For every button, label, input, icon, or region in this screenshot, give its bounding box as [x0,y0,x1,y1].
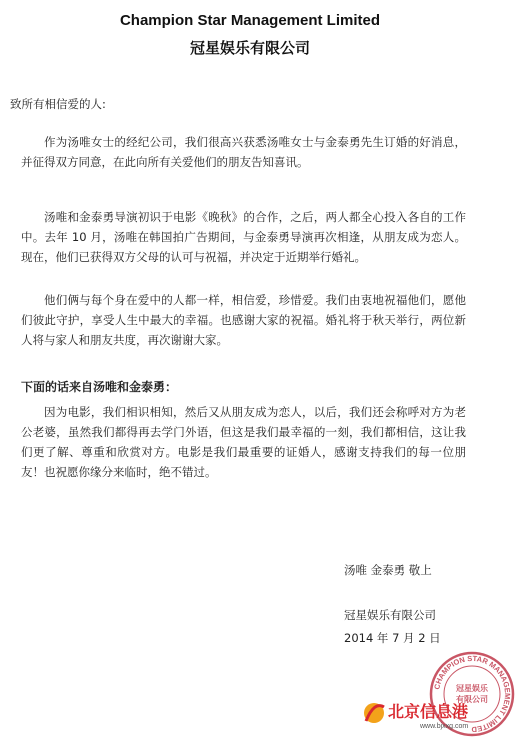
svg-text:www.bjxxg.com: www.bjxxg.com [420,723,469,730]
signature-names: 汤唯 金泰勇 敬上 [344,563,432,577]
letter-salutation: 致所有相信爱的人: [10,97,106,111]
company-name-english: Champion Star Management Limited [119,12,381,29]
company-name-chinese: 冠星娱乐有限公司 [189,39,310,57]
svg-text:冠星娱乐: 冠星娱乐 [456,684,488,693]
svg-text:北京信息港: 北京信息港 [388,702,469,721]
paragraph-relationship: 汤唯和金泰勇导演初识于电影《晚秋》的合作，之后，两人都全心投入各自的工作中。去年 10 月，汤唯在韩国拍广告期间，与金泰勇导演再次相逢，从朋友成为恋人。现在，他们已获得双方父母的认可与祝福，并决定于近期举行婚礼。 [21,210,466,264]
svg-text:CHAMPION STAR MANAGEMENT LIMIT: CHAMPION STAR MANAGEMENT LIMITED [432,653,513,735]
bjxxg-watermark-logo [360,693,510,733]
signature-company: 冠星娱乐有限公司 [344,608,436,622]
quote-heading: 下面的话来自汤唯和金泰勇： [21,380,178,394]
paragraph-announcement: 作为汤唯女士的经纪公司，我们很高兴获悉汤唯女士与金泰勇先生订婚的好消息，并征得双方同意，在此向所有关爱他们的朋友告知喜讯。 [21,135,466,169]
paragraph-couple-quote: 因为电影，我们相识相知，然后又从朋友成为恋人，以后，我们还会称呼对方为老公老婆，虽然我们都得再去学门外语，但这是我们最幸福的一刻，我们都相信，这让我们更了解、尊重和欣赏对方。电影是我们最重要的证婚人，感谢支持我们的每一位朋友！也祝愿你缘分来临时，绝不错过。 [21,405,466,479]
bjxxg-logo-icon [364,703,384,723]
paragraph-blessing: 他们俩与每个身在爱中的人都一样，相信爱，珍惜爱。我们由衷地祝福他们，愿他们彼此守护，享受人生中最大的幸福。也感谢大家的祝福。婚礼将于秋天举行，两位新人将与家人和朋友共度，再次谢谢大家。 [21,293,466,347]
svg-text:有限公司: 有限公司 [456,695,488,704]
signature-date: 2014 年 7 月 2 日 [344,631,441,645]
